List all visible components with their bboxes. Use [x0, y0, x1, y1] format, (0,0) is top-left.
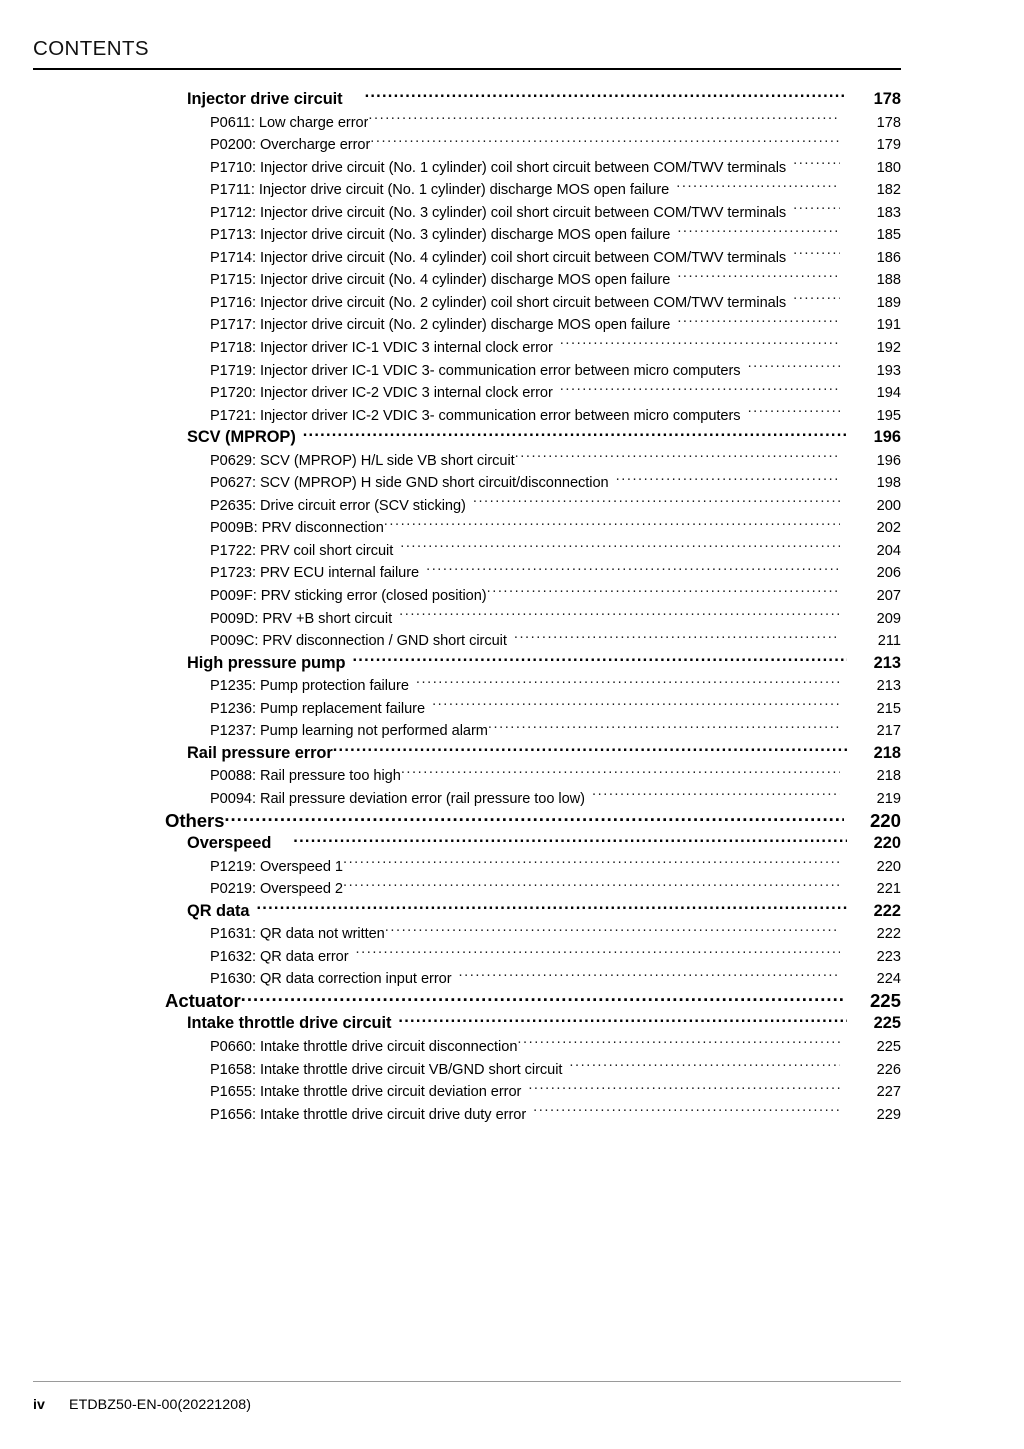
- toc-entry-page-number: 222: [876, 926, 901, 943]
- toc-entry-page-number: 188: [876, 272, 901, 289]
- toc-entry[interactable]: [33, 922, 901, 945]
- toc-entry[interactable]: [33, 1080, 901, 1103]
- toc-entry-label: P0629: SCV (MPROP) H/L side VB short circuit: [210, 452, 515, 469]
- toc-entry[interactable]: [33, 246, 901, 269]
- toc-entry[interactable]: [33, 629, 901, 652]
- toc-leader-dots: [384, 516, 840, 532]
- toc-entry-label: P1655: Intake throttle drive circuit deviation error: [210, 1084, 522, 1101]
- toc-entry-page-number: 196: [873, 428, 901, 447]
- toc-leader-dots: [385, 922, 840, 938]
- page-title: CONTENTS: [33, 37, 149, 60]
- toc-leader-dots: [257, 900, 848, 916]
- toc-entry[interactable]: [33, 945, 901, 968]
- toc-leader-dots: [517, 1035, 840, 1051]
- toc-entry-page-number: 211: [877, 633, 901, 650]
- toc-entry[interactable]: [33, 223, 901, 246]
- toc-entry-label: P2635: Drive circuit error (SCV sticking): [210, 497, 466, 514]
- toc-entry-label: P0611: Low charge error: [210, 114, 369, 131]
- toc-leader-dots: [368, 111, 840, 127]
- toc-entry-label: Others: [165, 809, 225, 831]
- toc-entry-label: P1219: Overspeed 1: [210, 858, 343, 875]
- toc-entry-label: Actuator: [165, 989, 241, 1011]
- toc-entry-label: P1656: Intake throttle drive circuit drive duty error: [210, 1106, 527, 1123]
- toc-entry-page-number: 227: [876, 1084, 901, 1101]
- toc-entry[interactable]: [33, 697, 901, 720]
- toc-leader-dots: [592, 787, 840, 803]
- toc-entry-page-number: 207: [876, 588, 901, 605]
- toc-leader-dots: [473, 494, 840, 510]
- toc-entry-page-number: 209: [876, 610, 901, 627]
- toc-entry[interactable]: [33, 719, 901, 742]
- toc-leader-dots: [677, 268, 840, 284]
- table-of-contents: [33, 88, 901, 1125]
- toc-entry-page-number: 225: [876, 1038, 901, 1055]
- toc-leader-dots: [303, 426, 847, 442]
- toc-entry-label: P009C: PRV disconnection / GND short circuit: [210, 633, 507, 650]
- toc-entry-label: P1711: Injector drive circuit (No. 1 cylinder) discharge MOS open failure: [210, 182, 670, 199]
- toc-entry-page-number: 221: [876, 881, 901, 898]
- toc-entry-page-number: 223: [876, 948, 901, 965]
- toc-entry[interactable]: [33, 990, 901, 1013]
- toc-entry-label: P1722: PRV coil short circuit: [210, 542, 394, 559]
- toc-entry-page-number: 222: [873, 901, 901, 920]
- toc-entry[interactable]: [33, 584, 901, 607]
- toc-entry[interactable]: [33, 381, 901, 404]
- toc-leader-dots: [676, 178, 840, 194]
- toc-leader-dots: [487, 584, 840, 600]
- toc-entry-label: P1632: QR data error: [210, 948, 349, 965]
- toc-entry-page-number: 229: [876, 1106, 901, 1123]
- toc-entry[interactable]: [33, 1058, 901, 1081]
- toc-leader-dots: [793, 156, 840, 172]
- toc-entry[interactable]: [33, 810, 901, 833]
- toc-entry[interactable]: [33, 967, 901, 990]
- toc-entry-page-number: 213: [876, 678, 901, 695]
- toc-entry[interactable]: [33, 88, 901, 111]
- toc-entry[interactable]: [33, 268, 901, 291]
- toc-entry-page-number: 198: [876, 475, 901, 492]
- toc-leader-dots: [677, 223, 840, 239]
- toc-entry[interactable]: [33, 877, 901, 900]
- toc-entry[interactable]: [33, 674, 901, 697]
- toc-entry-page-number: 206: [876, 565, 901, 582]
- toc-entry-page-number: 183: [876, 204, 901, 221]
- toc-entry-label: P0088: Rail pressure too high: [210, 768, 401, 785]
- toc-entry[interactable]: [33, 900, 901, 923]
- toc-entry-label: P009F: PRV sticking error (closed position): [210, 588, 487, 605]
- header-divider: [33, 68, 901, 70]
- toc-leader-dots: [398, 1012, 847, 1028]
- toc-entry[interactable]: [33, 201, 901, 224]
- page-header: [33, 38, 901, 70]
- toc-entry-page-number: 179: [876, 137, 901, 154]
- toc-leader-dots: [333, 742, 847, 758]
- toc-entry[interactable]: [33, 832, 901, 855]
- toc-entry-label: P1720: Injector driver IC-2 VDIC 3 internal clock error: [210, 385, 553, 402]
- toc-leader-dots: [533, 1103, 840, 1119]
- toc-entry[interactable]: [33, 471, 901, 494]
- toc-entry[interactable]: [33, 133, 901, 156]
- toc-entry-page-number: 189: [876, 294, 901, 311]
- toc-entry-page-number: 182: [876, 182, 901, 199]
- page-folio: iv: [33, 1397, 45, 1413]
- toc-entry[interactable]: [33, 313, 901, 336]
- toc-entry-label: Intake throttle drive circuit: [187, 1014, 392, 1033]
- toc-leader-dots: [241, 991, 844, 1007]
- toc-entry-page-number: 185: [876, 227, 901, 244]
- toc-entry-label: P1715: Injector drive circuit (No. 4 cylinder) discharge MOS open failure: [210, 272, 671, 289]
- toc-leader-dots: [432, 697, 840, 713]
- footer-divider: [33, 1381, 901, 1382]
- toc-entry[interactable]: [33, 742, 901, 765]
- toc-leader-dots: [748, 359, 840, 375]
- toc-entry-label: P1710: Injector drive circuit (No. 1 cylinder) coil short circuit between COM/TWV terminals: [210, 159, 787, 176]
- toc-entry-page-number: 196: [876, 452, 901, 469]
- toc-entry-page-number: 218: [873, 743, 901, 762]
- toc-entry-label: P1718: Injector driver IC-1 VDIC 3 internal clock error: [210, 340, 553, 357]
- toc-entry[interactable]: [33, 539, 901, 562]
- toc-entry[interactable]: [33, 516, 901, 539]
- toc-entry-label: P1716: Injector drive circuit (No. 2 cylinder) coil short circuit between COM/TWV terminals: [210, 294, 787, 311]
- toc-entry-label: P1719: Injector driver IC-1 VDIC 3- communication error between micro computers: [210, 362, 741, 379]
- toc-entry-page-number: 218: [876, 768, 901, 785]
- toc-entry-label: P0627: SCV (MPROP) H side GND short circuit/disconnection: [210, 475, 609, 492]
- toc-leader-dots: [370, 133, 840, 149]
- toc-leader-dots: [748, 404, 840, 420]
- toc-entry-label: P1723: PRV ECU internal failure: [210, 565, 420, 582]
- toc-entry[interactable]: [33, 1012, 901, 1035]
- toc-leader-dots: [569, 1058, 840, 1074]
- toc-entry-label: P009B: PRV disconnection: [210, 520, 384, 537]
- toc-entry-label: Overspeed: [187, 834, 272, 853]
- toc-entry-page-number: 217: [876, 723, 901, 740]
- toc-leader-dots: [293, 832, 847, 848]
- toc-entry-label: P009D: PRV +B short circuit: [210, 610, 393, 627]
- toc-entry-page-number: 225: [873, 1014, 901, 1033]
- toc-entry-label: P0094: Rail pressure deviation error (rail pressure too low): [210, 790, 585, 807]
- toc-leader-dots: [677, 313, 840, 329]
- toc-entry[interactable]: [33, 156, 901, 179]
- toc-leader-dots: [560, 381, 840, 397]
- toc-entry-label: Injector drive circuit: [187, 90, 343, 108]
- toc-entry[interactable]: [33, 855, 901, 878]
- toc-leader-dots: [616, 471, 840, 487]
- toc-leader-dots: [515, 449, 840, 465]
- toc-leader-dots: [793, 291, 840, 307]
- toc-entry-page-number: 192: [876, 340, 901, 357]
- toc-entry[interactable]: [33, 494, 901, 517]
- toc-entry-page-number: 219: [876, 790, 901, 807]
- toc-entry-label: P1236: Pump replacement failure: [210, 700, 426, 717]
- toc-entry-page-number: 191: [876, 317, 901, 334]
- toc-entry[interactable]: [33, 291, 901, 314]
- toc-entry-page-number: 226: [876, 1061, 901, 1078]
- toc-entry-label: P1658: Intake throttle drive circuit VB/GND short circuit: [210, 1061, 563, 1078]
- toc-entry-label: P1712: Injector drive circuit (No. 3 cylinder) coil short circuit between COM/TWV terminals: [210, 204, 787, 221]
- toc-entry[interactable]: [33, 404, 901, 427]
- toc-entry-label: P1235: Pump protection failure: [210, 678, 409, 695]
- footer-content: [33, 1397, 901, 1413]
- toc-entry-page-number: 220: [876, 858, 901, 875]
- toc-entry[interactable]: [33, 336, 901, 359]
- document-id: ETDBZ50-EN-00(20221208): [69, 1397, 252, 1413]
- toc-entry-label: P1713: Injector drive circuit (No. 3 cylinder) discharge MOS open failure: [210, 227, 671, 244]
- toc-leader-dots: [488, 719, 840, 735]
- toc-leader-dots: [459, 967, 840, 983]
- toc-entry[interactable]: [33, 764, 901, 787]
- toc-leader-dots: [343, 877, 840, 893]
- toc-entry[interactable]: [33, 561, 901, 584]
- page-footer: [33, 1381, 901, 1413]
- toc-entry-page-number: 213: [873, 653, 901, 672]
- toc-leader-dots: [426, 561, 840, 577]
- toc-entry[interactable]: [33, 1035, 901, 1058]
- toc-entry-page-number: 193: [876, 362, 901, 379]
- toc-entry-page-number: 178: [876, 114, 901, 131]
- toc-leader-dots: [401, 764, 840, 780]
- toc-entry-label: P1630: QR data correction input error: [210, 971, 452, 988]
- toc-entry-page-number: 178: [873, 90, 901, 108]
- toc-leader-dots: [399, 607, 840, 623]
- toc-entry-page-number: 224: [876, 971, 901, 988]
- toc-entry-page-number: 220: [873, 834, 901, 853]
- toc-entry-label: P0219: Overspeed 2: [210, 881, 343, 898]
- toc-entry-label: P1721: Injector driver IC-2 VDIC 3- communication error between micro computers: [210, 407, 741, 424]
- toc-leader-dots: [793, 246, 840, 262]
- toc-entry-label: P1714: Injector drive circuit (No. 4 cylinder) coil short circuit between COM/TWV terminals: [210, 249, 787, 266]
- toc-leader-dots: [514, 629, 840, 645]
- toc-entry-page-number: 194: [876, 385, 901, 402]
- toc-leader-dots: [365, 88, 847, 104]
- toc-entry-page-number: 186: [876, 249, 901, 266]
- toc-leader-dots: [416, 674, 840, 690]
- toc-entry-label: High pressure pump: [187, 653, 346, 672]
- toc-entry-label: P1717: Injector drive circuit (No. 2 cylinder) discharge MOS open failure: [210, 317, 671, 334]
- toc-entry-label: P0660: Intake throttle drive circuit disconnection: [210, 1038, 518, 1055]
- toc-entry-label: Rail pressure error: [187, 743, 333, 762]
- toc-leader-dots: [560, 336, 840, 352]
- toc-entry[interactable]: [33, 787, 901, 810]
- toc-leader-dots: [352, 652, 847, 668]
- toc-leader-dots: [356, 945, 840, 961]
- toc-entry[interactable]: [33, 111, 901, 134]
- toc-entry-page-number: 204: [876, 542, 901, 559]
- toc-entry[interactable]: [33, 1103, 901, 1126]
- toc-entry-page-number: 200: [876, 497, 901, 514]
- toc-entry-label: P1237: Pump learning not performed alarm: [210, 723, 488, 740]
- toc-leader-dots: [343, 855, 840, 871]
- toc-entry[interactable]: [33, 652, 901, 675]
- toc-leader-dots: [528, 1080, 840, 1096]
- toc-entry[interactable]: [33, 607, 901, 630]
- toc-entry-label: P1631: QR data not written: [210, 926, 385, 943]
- toc-entry[interactable]: [33, 359, 901, 382]
- toc-entry-page-number: 215: [876, 700, 901, 717]
- toc-entry-page-number: 180: [876, 159, 901, 176]
- toc-entry-page-number: 220: [869, 809, 901, 831]
- toc-entry-page-number: 195: [876, 407, 901, 424]
- toc-entry-page-number: 225: [869, 989, 901, 1011]
- toc-entry-label: P0200: Overcharge error: [210, 137, 371, 154]
- toc-entry-label: QR data: [187, 901, 250, 920]
- toc-leader-dots: [224, 811, 844, 827]
- toc-leader-dots: [400, 539, 840, 555]
- toc-entry-label: SCV (MPROP): [187, 428, 296, 447]
- toc-entry[interactable]: [33, 449, 901, 472]
- toc-leader-dots: [793, 201, 840, 217]
- toc-entry[interactable]: [33, 426, 901, 449]
- toc-entry[interactable]: [33, 178, 901, 201]
- toc-entry-page-number: 202: [876, 520, 901, 537]
